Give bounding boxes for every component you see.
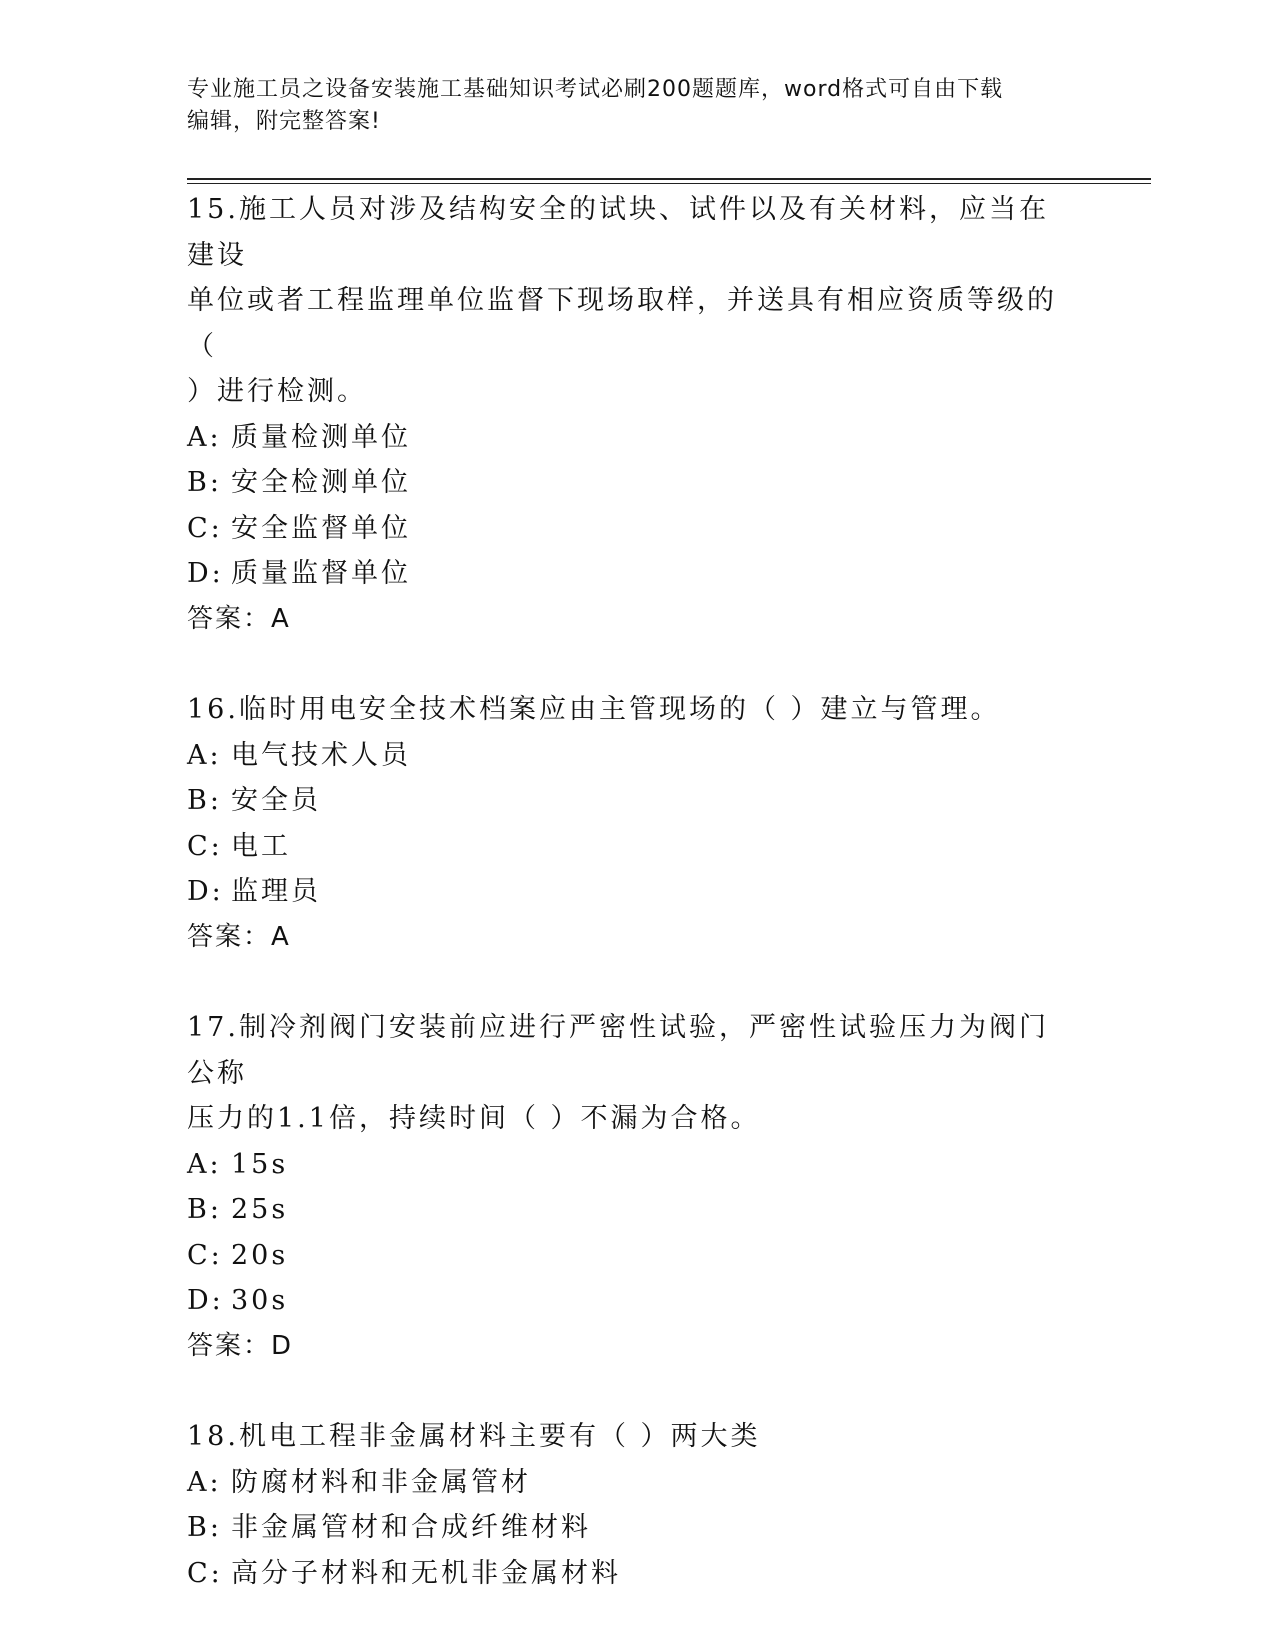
option-c	[187, 824, 1067, 870]
question-list	[187, 187, 1067, 1596]
option-c	[187, 506, 1067, 552]
option-text: 25s	[231, 1194, 289, 1225]
option-text: 15s	[231, 1148, 289, 1180]
option-key: C:	[187, 830, 223, 862]
question-gap	[187, 1369, 1067, 1414]
option-a	[187, 1460, 1067, 1506]
question-stem-line: 压力的1.1倍，持续时间（ ）不漏为合格。	[187, 1103, 761, 1134]
question-16	[187, 687, 1067, 960]
option-a	[187, 415, 1067, 461]
option-d	[187, 1278, 1067, 1324]
option-b	[187, 460, 1067, 506]
answer-line: 答案：D	[187, 1330, 294, 1361]
option-key: A:	[187, 1466, 222, 1498]
question-17	[187, 1005, 1067, 1369]
option-text: 安全检测单位	[231, 467, 411, 498]
option-b	[187, 1505, 1067, 1551]
option-key: C:	[187, 512, 223, 544]
document-header	[187, 74, 1067, 138]
option-text: 安全监督单位	[231, 512, 411, 544]
option-key: D:	[187, 876, 224, 907]
question-stem-line: 17.制冷剂阀门安装前应进行严密性试验，严密性试验压力为阀门公称	[187, 1012, 1049, 1089]
answer-line: 答案：A	[187, 603, 291, 634]
option-key: A:	[187, 739, 222, 771]
option-b	[187, 1187, 1067, 1233]
header-divider-thin	[187, 183, 1151, 184]
option-key: D:	[187, 558, 224, 589]
option-key: B:	[187, 785, 222, 816]
option-text: 30s	[231, 1285, 289, 1316]
option-text: 防腐材料和非金属管材	[231, 1466, 531, 1498]
option-text: 电气技术人员	[231, 739, 411, 771]
option-key: D:	[187, 1285, 224, 1316]
header-divider-thick	[187, 178, 1151, 180]
option-text: 电工	[231, 830, 291, 862]
option-text: 质量监督单位	[231, 558, 411, 589]
option-a	[187, 1142, 1067, 1188]
option-text: 非金属管材和合成纤维材料	[231, 1512, 591, 1543]
question-stem-line: 单位或者工程监理单位监督下现场取样，并送具有相应资质等级的（	[187, 285, 1057, 362]
option-a	[187, 733, 1067, 779]
question-gap	[187, 642, 1067, 687]
question-stem-line: 18.机电工程非金属材料主要有（ ）两大类	[187, 1421, 761, 1452]
option-b	[187, 778, 1067, 824]
option-text: 20s	[231, 1239, 289, 1271]
option-key: B:	[187, 1194, 222, 1225]
option-key: C:	[187, 1557, 223, 1589]
option-text: 安全员	[231, 785, 321, 816]
option-key: B:	[187, 467, 222, 498]
option-c	[187, 1233, 1067, 1279]
question-stem-line: 15.施工人员对涉及结构安全的试块、试件以及有关材料，应当在建设	[187, 194, 1049, 271]
option-text: 质量检测单位	[231, 421, 411, 453]
question-18	[187, 1414, 1067, 1596]
option-d	[187, 869, 1067, 915]
option-d	[187, 551, 1067, 597]
answer-line: 答案：A	[187, 921, 291, 952]
question-stem-line: 16.临时用电安全技术档案应由主管现场的（ ）建立与管理。	[187, 694, 1001, 725]
question-stem-line: ）进行检测。	[187, 376, 367, 407]
option-key: A:	[187, 421, 222, 453]
option-c	[187, 1551, 1067, 1597]
header-title-line-1: 专业施工员之设备安装施工基础知识考试必刷200题题库，word格式可自由下载	[187, 77, 1004, 102]
header-title-line-2: 编辑，附完整答案!	[187, 109, 381, 134]
option-key: A:	[187, 1148, 222, 1180]
question-15	[187, 187, 1067, 642]
option-key: B:	[187, 1512, 222, 1543]
option-text: 监理员	[231, 876, 321, 907]
option-text: 高分子材料和无机非金属材料	[231, 1557, 621, 1589]
option-key: C:	[187, 1239, 223, 1271]
question-gap	[187, 960, 1067, 1005]
